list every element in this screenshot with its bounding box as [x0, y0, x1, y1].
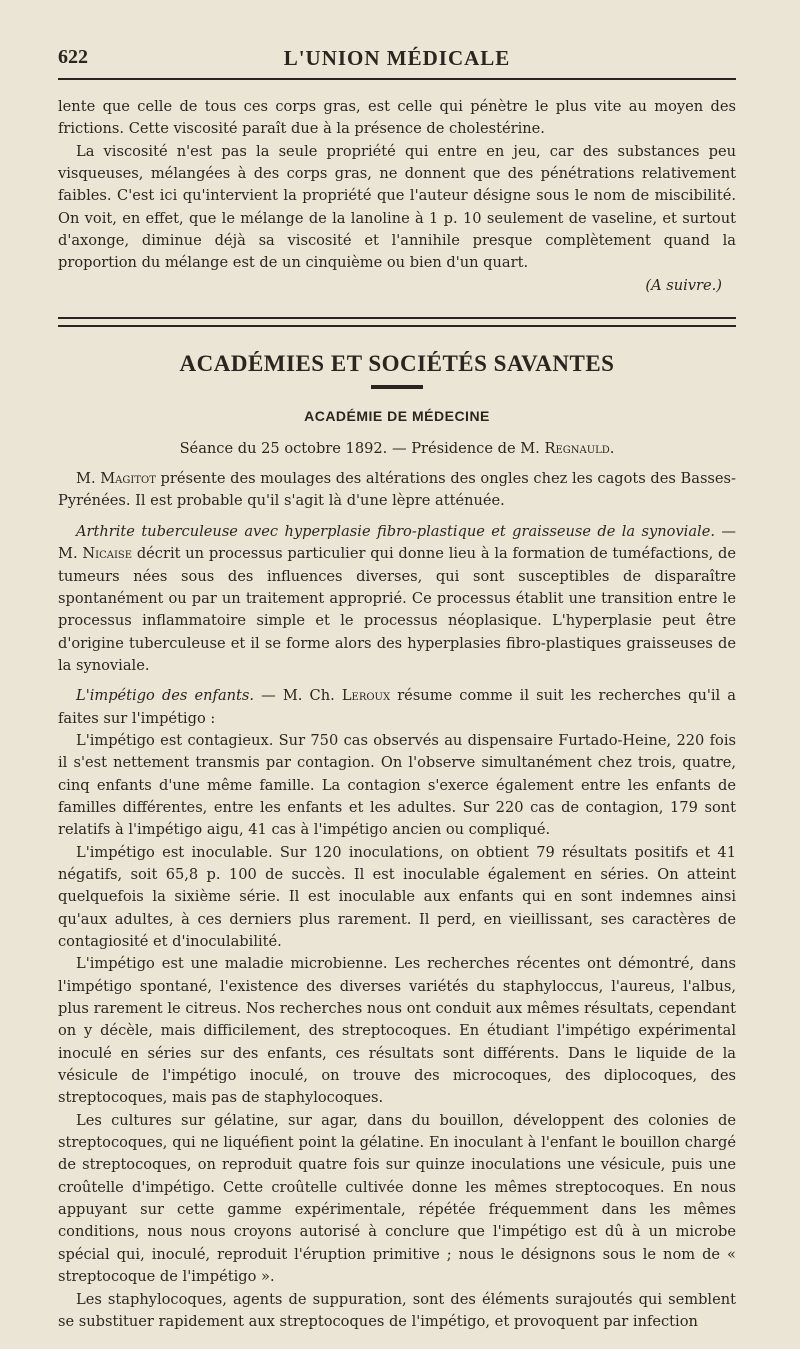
section-separator — [58, 317, 736, 327]
leroux-contagion-paragraph: L'impétigo est contagieux. Sur 750 cas observés au dispensaire Furtado-Heine, 220 fois il s'est nettement transmis par contagion. On l'observe simultanément chez trois, quatre, cinq enfants d'une même famille. La contagion s'exerce également entre les enfants de familles différentes, entre les enfants et les adultes. Sur 220 cas de contagion, 179 sont relatifs à l'impétigo aigu, 41 cas à l'impétigo ancien ou compliqué. — [58, 731, 736, 839]
leroux-paragraph — [58, 685, 736, 730]
nicaise-dash: — M. — [58, 522, 736, 563]
section-title: ACADÉMIES ET SOCIÉTÉS SAVANTES — [179, 351, 615, 377]
nicaise-text: décrit un processus particulier qui donne lieu à la formation de tuméfactions, de tumeurs nées sous des influences diverses, qui sont susceptibles de disparaître spontanément ou par un traitement approprié. Ce processus établit une transition entre le processus inflammatoire simple et le processus néoplasique. L'hyperplasie peut être d'origine tuberculeuse et il se forme alors des hyperplasies fibro-plastiques graisseuses de la synoviale. — [58, 545, 736, 674]
magitot-text: présente des moulages des altérations des ongles chez les cagots des Basses-Pyrénées. Il est probable qu'il s'agit là d'une lèpre atténuée. — [58, 470, 736, 510]
magitot-paragraph — [58, 468, 736, 513]
leroux-dash: — M. Ch. — [254, 687, 342, 705]
article-body — [58, 96, 736, 1333]
leroux-staphylococcus-paragraph: Les staphylocoques, agents de suppuration, sont des éléments surajoutés qui semblent se substituer rapidement aux streptocoques de l'impétigo, et provoquent par infection — [58, 1290, 736, 1330]
header-rule — [58, 78, 736, 80]
running-title: L'UNION MÉDICALE — [283, 46, 511, 70]
intro-paragraph-2: La viscosité n'est pas la seule propriété qui entre en jeu, car des substances peu visqueuses, mélangées à des corps gras, ne donnent que des pénétrations relativement faibles. C'est ici qu'intervient la propriété que l'auteur désigne sous le nom de miscibilité. On voit, en effet, que le mélange de la lanoline à 1 p. 10 seulement de vaseline, et surtout d'axonge, diminue déjà sa viscosité et l'annihile presque complètement quand la proportion du mélange est de un cinquième ou bien d'un quart. — [58, 142, 736, 272]
leroux-text: résume comme il suit les recherches qu'il a faites sur l'impétigo : — [58, 687, 736, 727]
magitot-prefix: M. — [76, 470, 101, 488]
nicaise-title: Arthrite tuberculeuse avec hyperplasie fibro-plastique et graisseuse de la synoviale. — [76, 522, 715, 540]
session-president: Regnauld — [544, 439, 610, 457]
session-text: Séance du 25 octobre 1892. — Présidence de M. — [179, 439, 545, 457]
to-follow-note: (A suivre.) — [645, 276, 722, 294]
page-number: 622 — [58, 46, 88, 68]
nicaise-paragraph — [58, 521, 736, 677]
leroux-title: L'impétigo des enfants. — [76, 687, 255, 705]
session-line — [58, 438, 736, 460]
intro-paragraph-1: lente que celle de tous ces corps gras, est celle qui pénètre le plus vite au moyen des frictions. Cette viscosité paraît due à la présence de cholestérine. — [58, 98, 736, 138]
leroux-inoculation-paragraph: L'impétigo est inoculable. Sur 120 inoculations, on obtient 79 résultats positifs et 41 négatifs, soit 65,8 p. 100 de succès. Il est inoculable également en séries. On atteint quelquefois la sixième série. Il est inoculable aux enfants qui en sont indemnes ainsi qu'aux adultes, à ces derniers plus rarement. Il perd, en vieillissant, ses caractères de contagiosité et d'inoculabilité. — [58, 843, 736, 950]
page-header — [58, 44, 736, 74]
academy-subtitle: ACADÉMIE DE MÉDECINE — [304, 408, 490, 425]
leroux-name: Leroux — [341, 687, 391, 705]
nicaise-name: Nicaise — [82, 545, 133, 563]
magitot-name: Magitot — [100, 470, 156, 488]
section-title-bar — [371, 385, 423, 389]
session-suffix: . — [609, 439, 615, 457]
leroux-cultures-paragraph: Les cultures sur gélatine, sur agar, dans du bouillon, développent des colonies de streptocoques, qui ne liquéfient point la gélatine. En inoculant à l'enfant le bouillon chargé de streptocoques, on reproduit quatre fois sur quinze inoculations une vésicule, puis une croûtelle d'impétigo. Cette croûtelle cultivée donne les mêmes streptocoques. En nous appuyant sur cette gamme expérimentale, répétée fréquemment dans les mêmes conditions, nous nous croyons autorisé à conclure que l'impétigo est dû à un microbe spécial qui, inoculé, reproduit l'éruption primitive ; nous le désignons sous le nom de « streptocoque de l'impétigo ». — [58, 1111, 736, 1286]
leroux-microbial-paragraph: L'impétigo est une maladie microbienne. Les recherches récentes ont démontré, dans l'impétigo spontané, l'existence des diverses variétés du staphyloccus, l'aureus, l'albus, plus rarement le citreus. Nos recherches nous ont conduit aux mêmes résultats, cependant on y décèle, mais difficilement, des streptocoques. En étudiant l'impétigo expérimental inoculé en séries sur des enfants, ces résultats sont différents. Dans le liquide de la vésicule de l'impétigo inoculé, on trouve des microcoques, des diplocoques, des streptocoques, mais pas de staphylocoques. — [58, 955, 736, 1107]
